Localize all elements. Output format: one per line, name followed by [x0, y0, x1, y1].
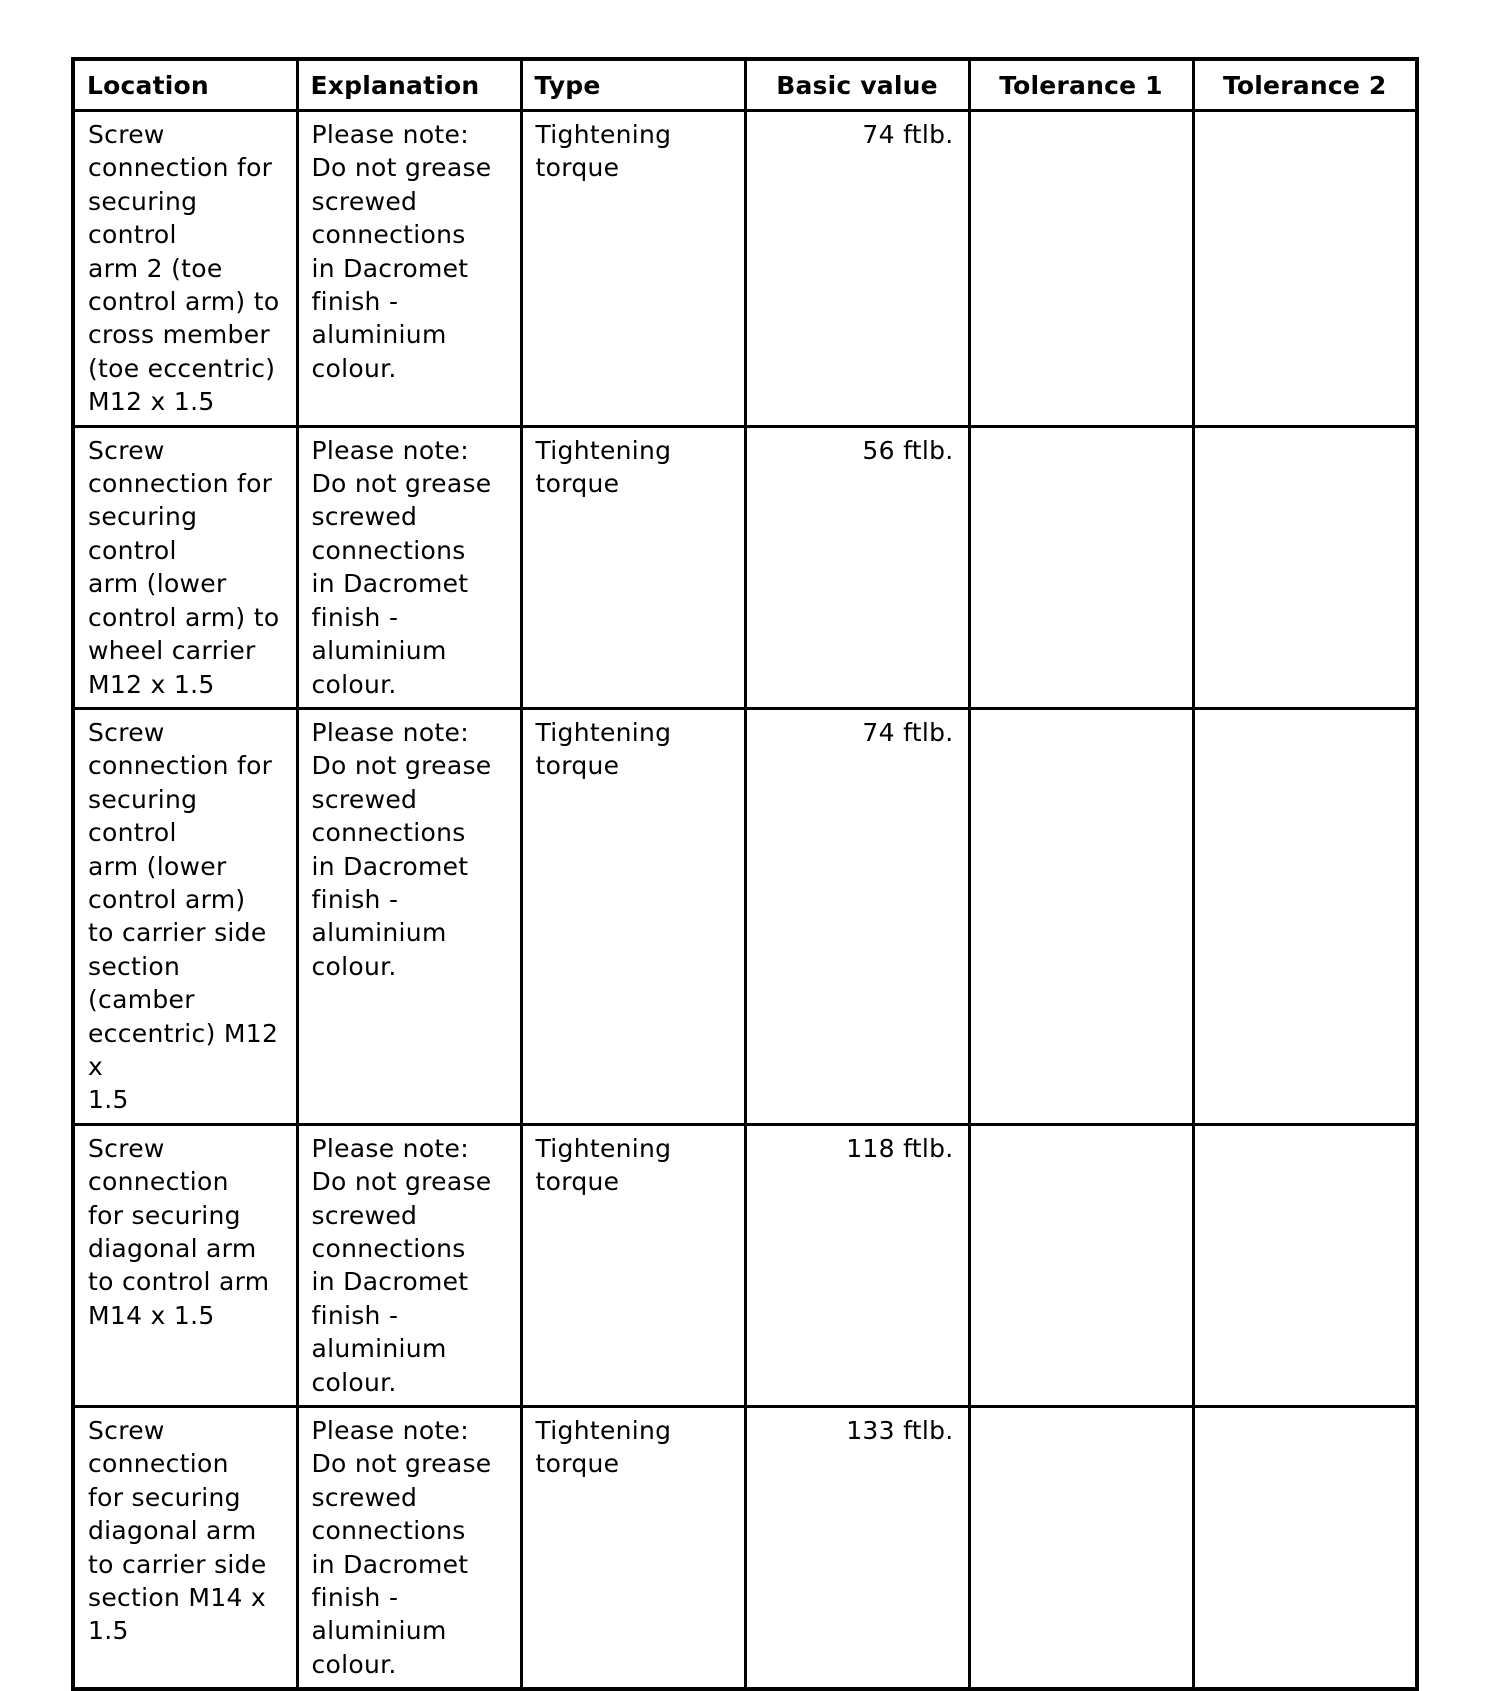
cell-explanation: Please note: Do not grease screwed connections in Dacromet finish - aluminium colour.	[297, 111, 521, 427]
cell-location: Screw connection for securing control arm 2 (toe control arm) to cross member (toe eccentric) M12 x 1.5	[73, 111, 297, 427]
header-tolerance-1: Tolerance 1	[969, 59, 1193, 111]
cell-location: Screw connection for securing diagonal arm to carrier side section M14 x 1.5	[73, 1407, 297, 1690]
cell-type: Tightening torque	[521, 708, 745, 1124]
table-row	[73, 426, 1417, 708]
cell-tolerance-1	[969, 426, 1193, 708]
cell-tolerance-2	[1193, 426, 1417, 708]
cell-type: Tightening torque	[521, 111, 745, 427]
header-basic-value: Basic value	[745, 59, 969, 111]
cell-tolerance-2	[1193, 1124, 1417, 1406]
cell-location: Screw connection for securing control arm (lower control arm) to carrier side section (camber eccentric) M12 x 1.5	[73, 708, 297, 1124]
cell-tolerance-1	[969, 1407, 1193, 1690]
cell-tolerance-2	[1193, 111, 1417, 427]
header-row	[73, 59, 1417, 111]
header-location: Location	[73, 59, 297, 111]
cell-type: Tightening torque	[521, 426, 745, 708]
cell-tolerance-2	[1193, 708, 1417, 1124]
cell-explanation: Please note: Do not grease screwed connections in Dacromet finish - aluminium colour.	[297, 1407, 521, 1690]
cell-tolerance-1	[969, 708, 1193, 1124]
table-header	[73, 59, 1417, 111]
cell-basic-value: 118 ftlb.	[745, 1124, 969, 1406]
header-tolerance-2: Tolerance 2	[1193, 59, 1417, 111]
cell-tolerance-1	[969, 111, 1193, 427]
table-row	[73, 1124, 1417, 1406]
cell-location: Screw connection for securing control arm (lower control arm) to wheel carrier M12 x 1.5	[73, 426, 297, 708]
cell-explanation: Please note: Do not grease screwed connections in Dacromet finish - aluminium colour.	[297, 708, 521, 1124]
cell-basic-value: 74 ftlb.	[745, 111, 969, 427]
torque-spec-table	[71, 57, 1419, 1691]
cell-basic-value: 133 ftlb.	[745, 1407, 969, 1690]
cell-location: Screw connection for securing diagonal arm to control arm M14 x 1.5	[73, 1124, 297, 1406]
cell-basic-value: 74 ftlb.	[745, 708, 969, 1124]
cell-tolerance-2	[1193, 1407, 1417, 1690]
cell-type: Tightening torque	[521, 1407, 745, 1690]
table-row	[73, 1407, 1417, 1690]
table-body	[73, 111, 1417, 1690]
cell-basic-value: 56 ftlb.	[745, 426, 969, 708]
header-explanation: Explanation	[297, 59, 521, 111]
cell-explanation: Please note: Do not grease screwed connections in Dacromet finish - aluminium colour.	[297, 426, 521, 708]
header-type: Type	[521, 59, 745, 111]
table-row	[73, 111, 1417, 427]
table-row	[73, 708, 1417, 1124]
cell-tolerance-1	[969, 1124, 1193, 1406]
cell-type: Tightening torque	[521, 1124, 745, 1406]
cell-explanation: Please note: Do not grease screwed connections in Dacromet finish - aluminium colour.	[297, 1124, 521, 1406]
